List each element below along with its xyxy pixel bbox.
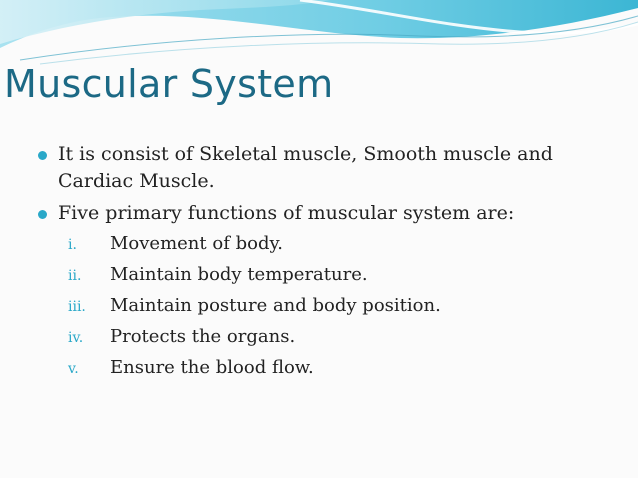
bullet-item-1	[40, 141, 600, 195]
sub-item-text: Ensure the blood flow.	[110, 357, 314, 378]
header-wave-decoration	[0, 0, 638, 70]
sub-item-text: Protects the organs.	[110, 326, 296, 347]
bullet-text: Five primary functions of muscular system are:	[58, 202, 515, 224]
sub-item-number: ii.	[68, 268, 82, 284]
sub-item-number: iii.	[68, 299, 86, 315]
sub-item-text: Maintain posture and body position.	[110, 295, 441, 316]
sub-item-number: iv.	[68, 330, 84, 346]
bullet-dot-icon	[38, 151, 47, 160]
bullet-dot-icon	[38, 210, 47, 219]
bullet-item-2	[40, 200, 600, 227]
slide-title: Muscular System	[4, 62, 334, 106]
sub-item-number: v.	[68, 361, 79, 377]
sub-item-text: Maintain body temperature.	[110, 264, 368, 285]
sub-item-number: i.	[68, 237, 77, 253]
bullet-text: It is consist of Skeletal muscle, Smooth muscle and Cardiac Muscle.	[58, 143, 553, 192]
sub-item-text: Movement of body.	[110, 233, 283, 254]
